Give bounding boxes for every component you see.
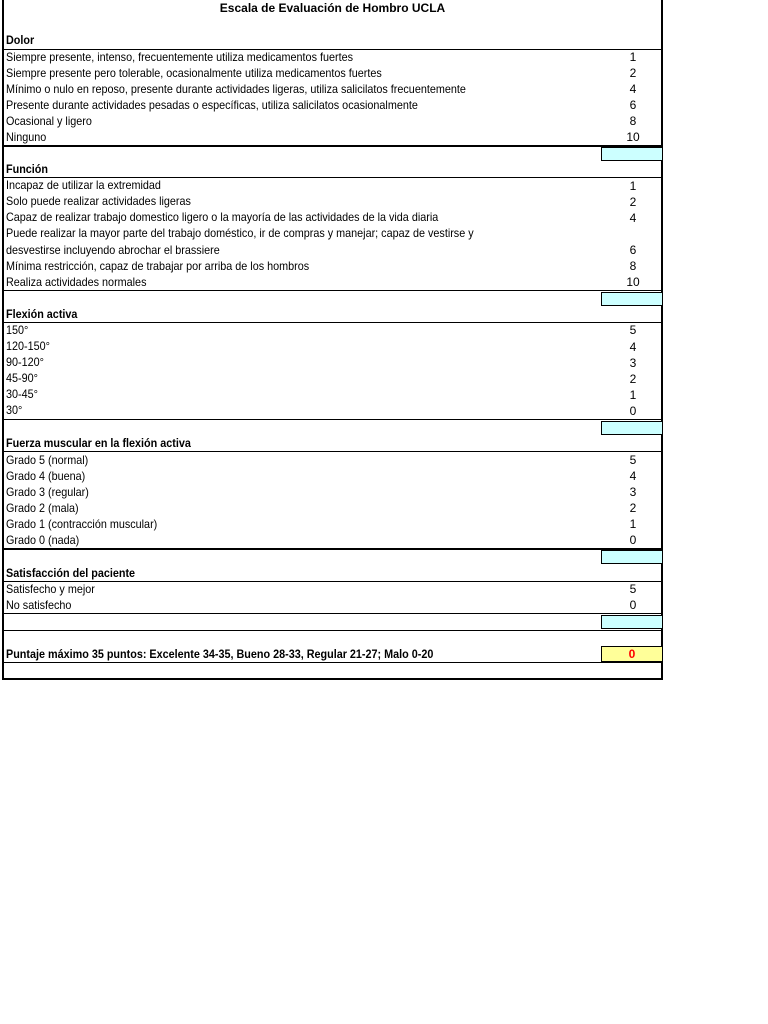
dolor-item-score: 4	[629, 82, 637, 96]
dolor-item-label: Siempre presente, intenso, frecuentemente utiliza medicamentos fuertes	[6, 50, 353, 64]
fuerza-item-score: 3	[629, 485, 637, 499]
satisfaccion-item-label: No satisfecho	[6, 598, 72, 612]
funcion-item-label: Mínima restricción, capaz de trabajar por arriba de los hombros	[6, 259, 310, 273]
fuerza-item-label: Grado 2 (mala)	[6, 501, 79, 515]
dolor-item-score: 1	[629, 50, 637, 64]
sheet-title: Escala de Evaluación de Hombro UCLA	[219, 1, 446, 15]
flexion-item-label: 90-120°	[6, 355, 44, 369]
dolor-item-score: 2	[629, 66, 637, 80]
flexion-item-score: 1	[629, 388, 637, 402]
fuerza-item-score: 2	[629, 501, 637, 515]
funcion-item-label: Incapaz de utilizar la extremidad	[6, 178, 161, 192]
flexion-item-label: 120-150°	[6, 339, 50, 353]
section-heading-satisfaccion: Satisfacción del paciente	[6, 566, 136, 580]
flexion-item-score: 0	[629, 404, 637, 418]
fuerza-item-label: Grado 3 (regular)	[6, 485, 89, 499]
section-heading-dolor: Dolor	[6, 33, 35, 47]
satisfaccion-item-label: Satisfecho y mejor	[6, 582, 95, 596]
fuerza-item-label: Grado 5 (normal)	[6, 453, 89, 467]
section-heading-fuerza: Fuerza muscular en la flexión activa	[6, 436, 191, 450]
flexion-item-label: 45-90°	[6, 371, 38, 385]
ucla-shoulder-scale-sheet	[2, 0, 663, 680]
funcion-item-label: Puede realizar la mayor parte del trabajo doméstico, ir de compras y manejar; capaz de vestirse y	[6, 226, 474, 240]
funcion-item-score: 1	[629, 179, 637, 193]
dolor-item-label: Presente durante actividades pesadas o específicas, utiliza salicilatos ocasionalmente	[6, 98, 418, 112]
funcion-item-label-continued: desvestirse incluyendo abrochar el brassiere	[6, 243, 220, 257]
dolor-item-label: Siempre presente pero tolerable, ocasionalmente utiliza medicamentos fuertes	[6, 66, 382, 80]
flexion-item-label: 150°	[6, 323, 29, 337]
satisfaccion-item-score: 0	[629, 598, 637, 612]
fuerza-item-score: 0	[629, 533, 637, 547]
fuerza-item-label: Grado 4 (buena)	[6, 469, 86, 483]
funcion-item-label: Capaz de realizar trabajo domestico ligero o la mayoría de las actividades de la vida diaria	[6, 210, 439, 224]
section-heading-flexion: Flexión activa	[6, 307, 78, 321]
total-description: Puntaje máximo 35 puntos: Excelente 34-35, Bueno 28-33, Regular 21-27; Malo 0-20	[6, 647, 434, 661]
total-score-cell: 0	[601, 646, 663, 662]
dolor-item-label: Ninguno	[6, 130, 47, 144]
dolor-item-score: 6	[629, 98, 637, 112]
satisfaccion-item-score: 5	[629, 582, 637, 596]
satisfaccion-score-input[interactable]	[601, 615, 663, 629]
flexion-item-score: 2	[629, 372, 637, 386]
flexion-item-label: 30°	[6, 403, 23, 417]
funcion-item-score: 6	[629, 243, 637, 257]
flexion-item-score: 4	[629, 340, 637, 354]
dolor-item-score: 10	[626, 130, 640, 144]
funcion-item-score: 2	[629, 195, 637, 209]
fuerza-item-label: Grado 1 (contracción muscular)	[6, 517, 158, 531]
fuerza-item-label: Grado 0 (nada)	[6, 533, 80, 547]
dolor-score-input[interactable]	[601, 147, 663, 161]
fuerza-item-score: 4	[629, 469, 637, 483]
funcion-item-score: 4	[629, 211, 637, 225]
dolor-item-label: Ocasional y ligero	[6, 114, 92, 128]
flexion-score-input[interactable]	[601, 421, 663, 435]
dolor-item-label: Mínimo o nulo en reposo, presente durante actividades ligeras, utiliza salicilatos frecuentemente	[6, 82, 466, 96]
funcion-item-score: 10	[626, 275, 640, 289]
fuerza-item-score: 1	[629, 517, 637, 531]
funcion-score-input[interactable]	[601, 292, 663, 306]
section-heading-funcion: Función	[6, 162, 49, 176]
funcion-item-score: 8	[629, 259, 637, 273]
flexion-item-score: 3	[629, 356, 637, 370]
funcion-item-label: Solo puede realizar actividades ligeras	[6, 194, 191, 208]
fuerza-score-input[interactable]	[601, 550, 663, 564]
flexion-item-score: 5	[629, 323, 637, 337]
dolor-item-score: 8	[629, 114, 637, 128]
fuerza-item-score: 5	[629, 453, 637, 467]
flexion-item-label: 30-45°	[6, 387, 38, 401]
funcion-item-label: Realiza actividades normales	[6, 275, 147, 289]
